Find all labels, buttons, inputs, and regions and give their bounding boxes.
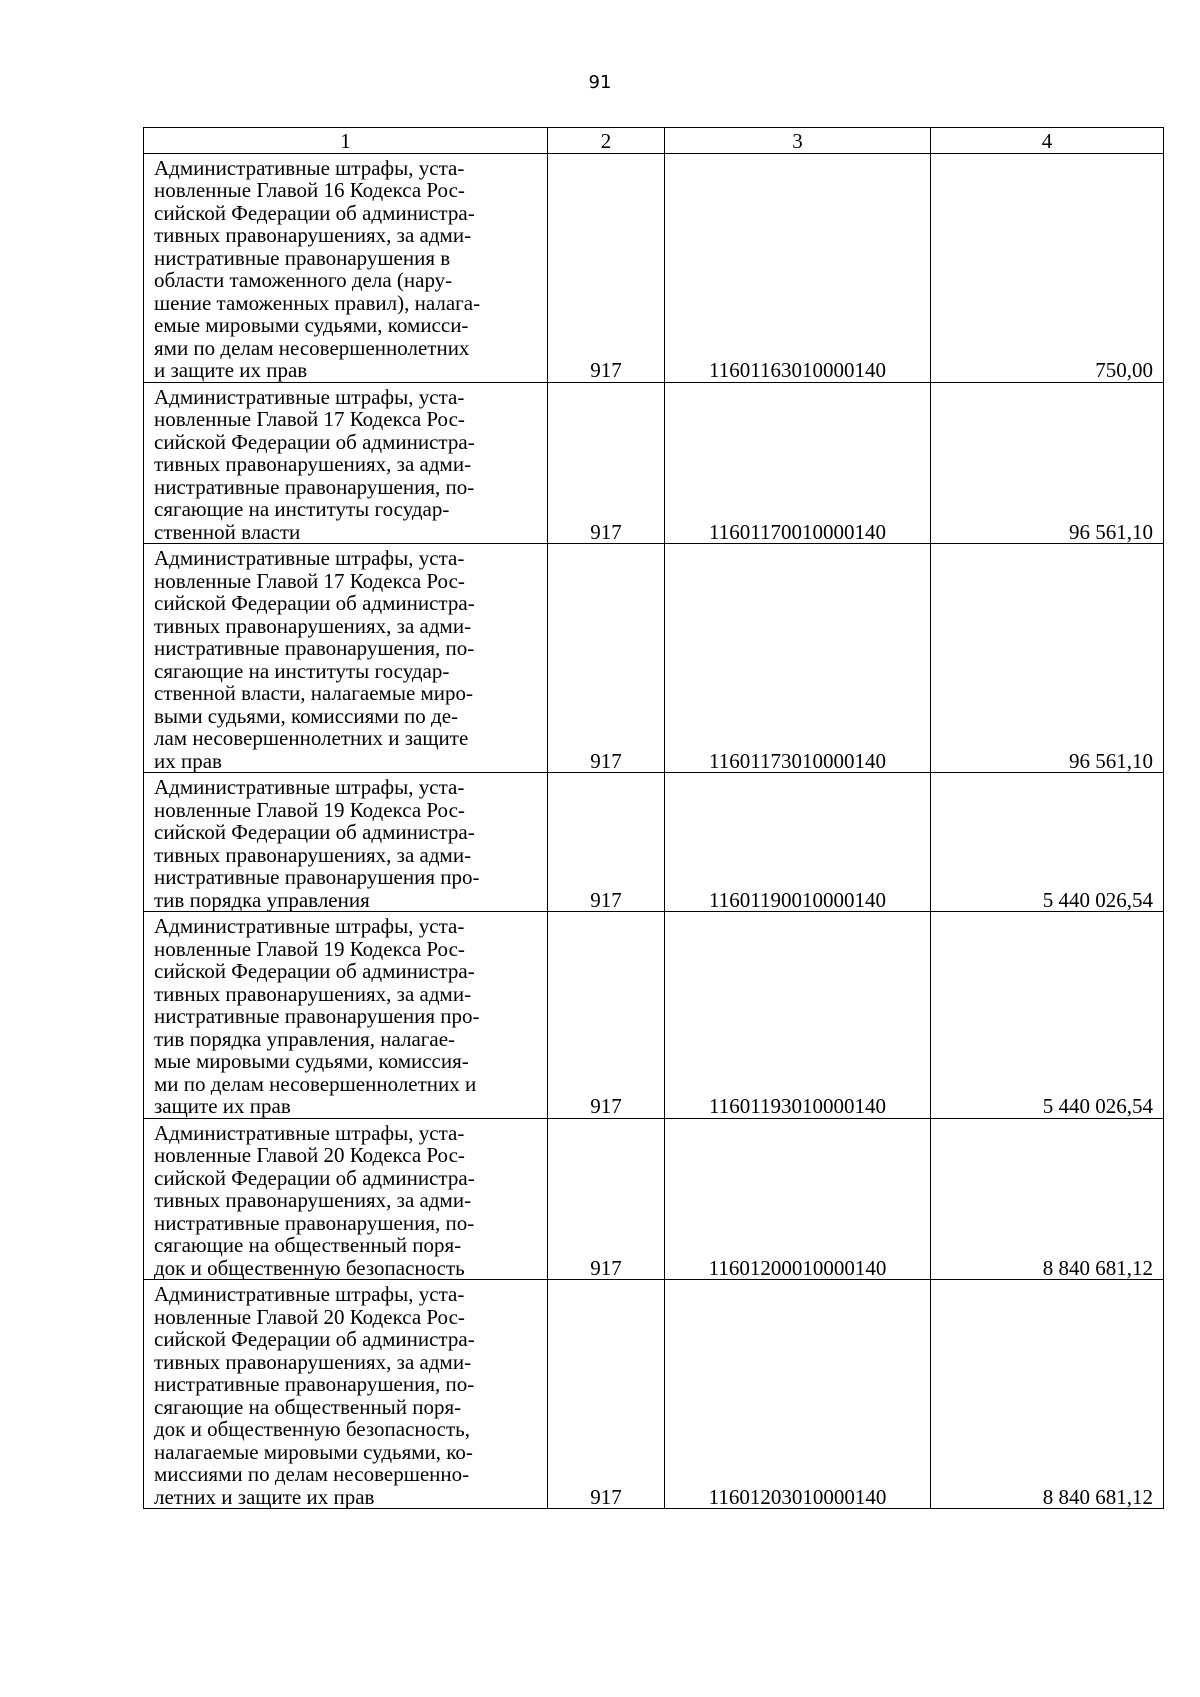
- row-amount: 96 561,10: [931, 544, 1164, 773]
- column-header-2: 2: [548, 128, 665, 154]
- row-description: Административные штрафы, уста- новленные Главой 19 Кодекса Рос- сийской Федерации об администра- тивных правонарушениях, за адми- нистративные правонарушения про- тив порядка управления, налагае- мые мировыми судьями, комиссия- ми по делам несовершеннолетних и защите их прав: [144, 912, 548, 1119]
- row-kbk: 11601170010000140: [665, 382, 931, 544]
- table-row: [144, 773, 1164, 912]
- table-row: [144, 912, 1164, 1119]
- row-description: Административные штрафы, уста- новленные Главой 17 Кодекса Рос- сийской Федерации об администра- тивных правонарушениях, за адми- нистративные правонарушения, по- сягающие на институты государ- ственной власти, налагаемые миро- выми судьями, комиссиями по де- лам несовершеннолетних и защите их прав: [144, 544, 548, 773]
- row-description: Административные штрафы, уста- новленные Главой 16 Кодекса Рос- сийской Федерации об администра- тивных правонарушениях, за адми- нистративные правонарушения в области таможенного дела (нару- шение таможенных правил), налага- емые мировыми судьями, комисси- ями по делам несовершеннолетних и защите их прав: [144, 153, 548, 382]
- row-kbk: 11601163010000140: [665, 153, 931, 382]
- table-row: [144, 1280, 1164, 1509]
- row-kbk: 11601193010000140: [665, 912, 931, 1119]
- table-row: [144, 153, 1164, 382]
- table-header-row: [144, 128, 1164, 154]
- row-amount: 5 440 026,54: [931, 773, 1164, 912]
- row-kbk: 11601190010000140: [665, 773, 931, 912]
- row-amount: 96 561,10: [931, 382, 1164, 544]
- row-admin-code: 917: [548, 153, 665, 382]
- row-description: Административные штрафы, уста- новленные Главой 17 Кодекса Рос- сийской Федерации об администра- тивных правонарушениях, за адми- нистративные правонарушения, по- сягающие на институты государ- ственной власти: [144, 382, 548, 544]
- column-header-4: 4: [931, 128, 1164, 154]
- row-amount: 5 440 026,54: [931, 912, 1164, 1119]
- row-amount: 750,00: [931, 153, 1164, 382]
- row-kbk: 11601173010000140: [665, 544, 931, 773]
- column-header-3: 3: [665, 128, 931, 154]
- table-row: [144, 1118, 1164, 1280]
- row-description: Административные штрафы, уста- новленные Главой 19 Кодекса Рос- сийской Федерации об администра- тивных правонарушениях, за адми- нистративные правонарушения про- тив порядка управления: [144, 773, 548, 912]
- row-amount: 8 840 681,12: [931, 1118, 1164, 1280]
- row-admin-code: 917: [548, 912, 665, 1119]
- fines-table: [143, 127, 1164, 1509]
- table-row: [144, 382, 1164, 544]
- row-admin-code: 917: [548, 1280, 665, 1509]
- page-number: 91: [588, 72, 612, 93]
- row-admin-code: 917: [548, 382, 665, 544]
- row-description: Административные штрафы, уста- новленные Главой 20 Кодекса Рос- сийской Федерации об администра- тивных правонарушениях, за адми- нистративные правонарушения, по- сягающие на общественный поря- док и общественную безопасность: [144, 1118, 548, 1280]
- row-admin-code: 917: [548, 544, 665, 773]
- column-header-1: 1: [144, 128, 548, 154]
- row-admin-code: 917: [548, 1118, 665, 1280]
- row-admin-code: 917: [548, 773, 665, 912]
- row-kbk: 11601200010000140: [665, 1118, 931, 1280]
- row-amount: 8 840 681,12: [931, 1280, 1164, 1509]
- row-kbk: 11601203010000140: [665, 1280, 931, 1509]
- row-description: Административные штрафы, уста- новленные Главой 20 Кодекса Рос- сийской Федерации об администра- тивных правонарушениях, за адми- нистративные правонарушения, по- сягающие на общественный поря- док и общественную безопасность, налагаемые мировыми судьями, ко- миссиями по делам несовершенно- летних и защите их прав: [144, 1280, 548, 1509]
- table-row: [144, 544, 1164, 773]
